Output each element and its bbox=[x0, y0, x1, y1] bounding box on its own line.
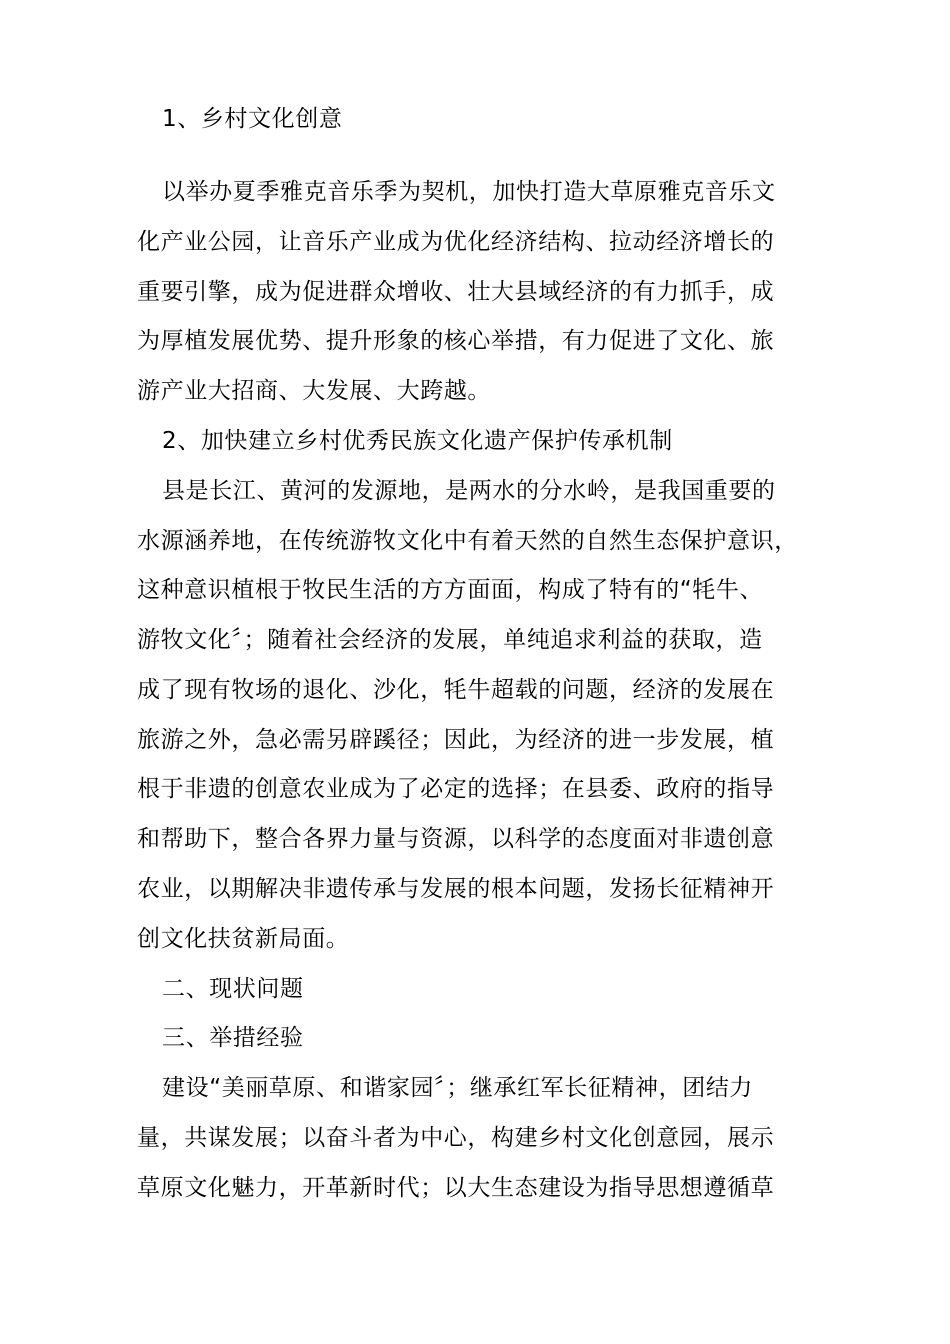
section-heading-current-issues: 二、现状问题 bbox=[162, 976, 304, 1002]
paragraph-line: 草原文化魅力，开革新时代；以大生态建设为指导思想遵循草 bbox=[137, 1175, 775, 1201]
section-heading-heritage: 2、加快建立乡村优秀民族文化遗产保护传承机制 bbox=[162, 428, 673, 454]
paragraph-line: 为厚植发展优势、提升形象的核心举措，有力促进了文化、旅 bbox=[137, 328, 775, 354]
paragraph-line: 建设“美丽草原、和谐家园〞；继承红军长征精神，团结力 bbox=[162, 1075, 754, 1101]
paragraph-line: 旅游之外，急必需另辟蹊径；因此，为经济的进一步发展，植 bbox=[137, 727, 775, 753]
paragraph-line: 游产业大招商、大发展、大跨越。 bbox=[137, 378, 491, 404]
paragraph-line: 县是长江、黄河的发源地，是两水的分水岭，是我国重要的 bbox=[162, 478, 776, 504]
paragraph-line: 重要引擎，成为促进群众增收、壮大县域经济的有力抓手，成 bbox=[137, 279, 775, 305]
paragraph-line: 农业，以期解决非遗传承与发展的根本问题，发扬长征精神开 bbox=[137, 876, 775, 902]
paragraph-line: 水源涵养地，在传统游牧文化中有着天然的自然生态保护意识， bbox=[137, 528, 798, 554]
section-heading-rural-creative: 1、乡村文化创意 bbox=[162, 106, 343, 132]
paragraph-line: 化产业公园，让音乐产业成为优化经济结构、拉动经济增长的 bbox=[137, 229, 775, 255]
paragraph-line: 根于非遗的创意农业成为了必定的选择；在县委、政府的指导 bbox=[137, 776, 775, 802]
paragraph-line: 以举办夏季雅克音乐季为契机，加快打造大草原雅克音乐文 bbox=[162, 179, 776, 205]
section-heading-measures: 三、举措经验 bbox=[162, 1025, 304, 1051]
paragraph-line: 这种意识植根于牧民生活的方方面面，构成了特有的“牦牛、 bbox=[137, 577, 764, 603]
paragraph-line: 创文化扶贫新局面。 bbox=[137, 926, 350, 952]
paragraph-line: 成了现有牧场的退化、沙化，牦牛超载的问题，经济的发展在 bbox=[137, 677, 775, 703]
paragraph-line: 和帮助下，整合各界力量与资源，以科学的态度面对非遗创意 bbox=[137, 826, 775, 852]
paragraph-line: 游牧文化〞；随着社会经济的发展，单纯追求利益的获取，造 bbox=[137, 627, 763, 653]
paragraph-line: 量，共谋发展；以奋斗者为中心，构建乡村文化创意园，展示 bbox=[137, 1125, 775, 1151]
